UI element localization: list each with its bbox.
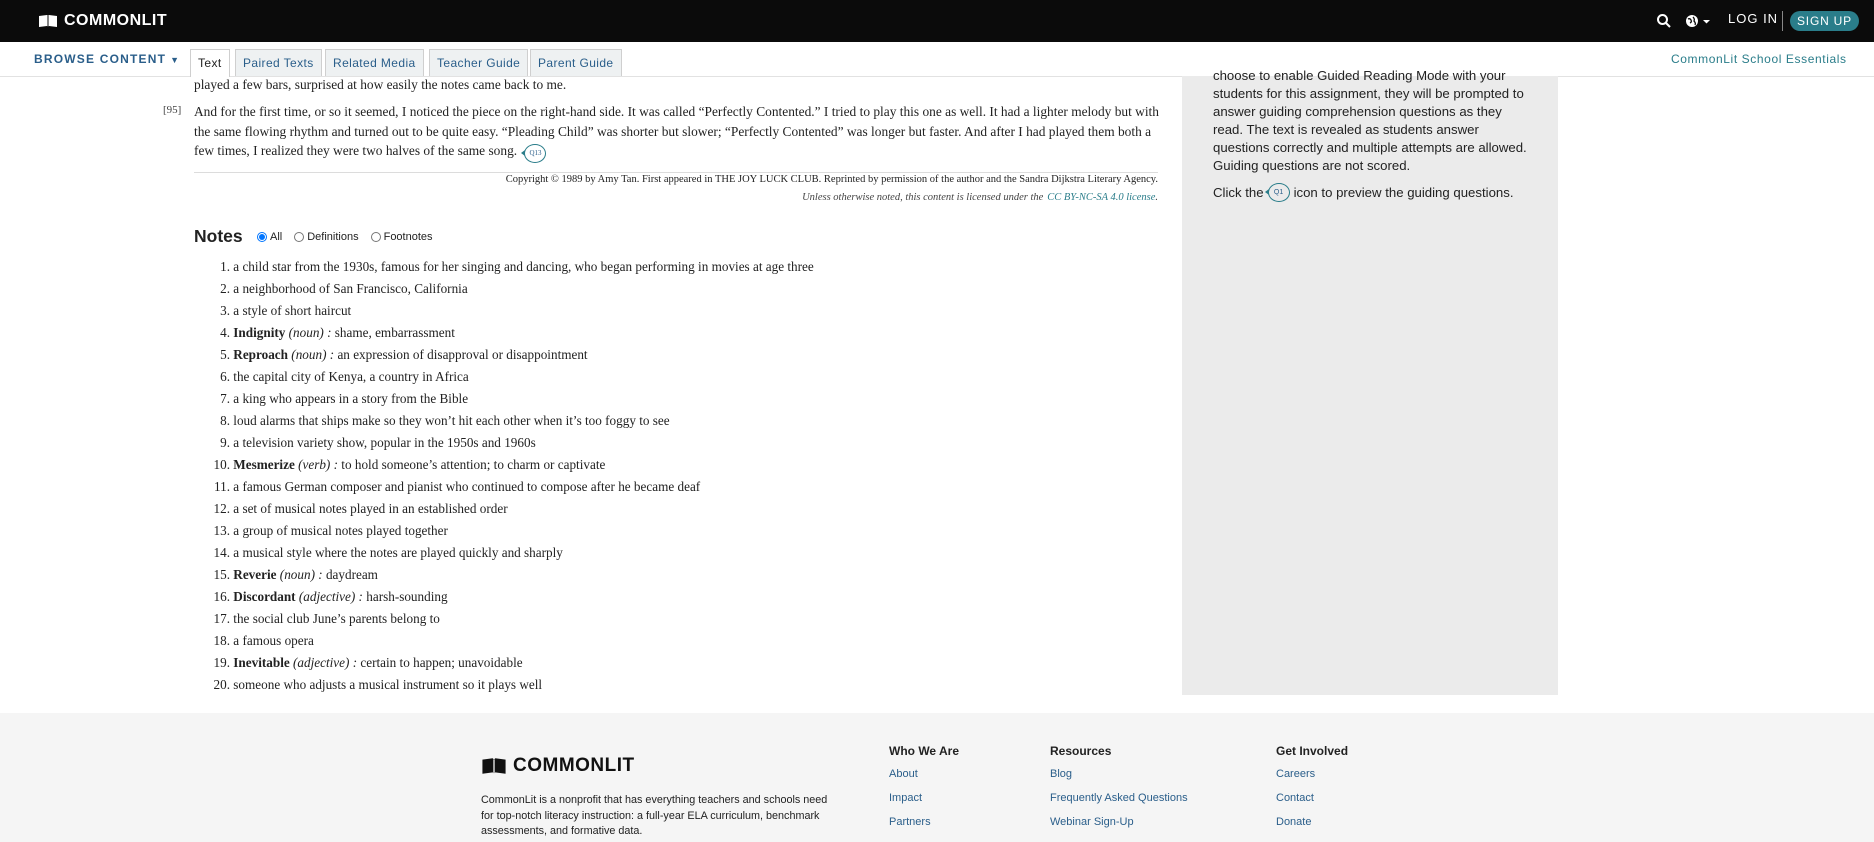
note-number: 4. bbox=[220, 325, 230, 340]
note-text: daydream bbox=[325, 567, 378, 582]
footer-link[interactable]: Partners bbox=[889, 816, 931, 828]
note-text: certain to happen; unavoidable bbox=[360, 655, 523, 670]
note-text: to hold someone’s attention; to charm or captivate bbox=[341, 457, 606, 472]
note-number: 16. bbox=[213, 589, 230, 604]
paragraph-number: [95] bbox=[163, 104, 182, 116]
note-text: shame, embarrassment bbox=[334, 325, 455, 340]
note-item bbox=[0, 523, 448, 539]
license-notice: Unless otherwise noted, this content is licensed under the CC BY-NC-SA 4.0 license. bbox=[802, 192, 1158, 203]
note-number: 11. bbox=[214, 479, 230, 494]
chevron-down-icon bbox=[1702, 17, 1711, 26]
footer-logo-text: COMMONLIT bbox=[513, 755, 635, 776]
preview-instruction bbox=[1213, 183, 1514, 202]
note-part-of-speech: (verb) : bbox=[298, 457, 338, 472]
caret-down-icon: ▼ bbox=[170, 55, 181, 65]
note-number: 14. bbox=[213, 545, 230, 560]
note-text: a neighborhood of San Francisco, California bbox=[233, 281, 468, 296]
note-item bbox=[0, 677, 542, 693]
note-part-of-speech: (adjective) : bbox=[293, 655, 358, 670]
note-number: 19. bbox=[213, 655, 230, 670]
note-item bbox=[0, 413, 670, 429]
note-item bbox=[0, 633, 314, 649]
note-term: Inevitable bbox=[233, 655, 290, 670]
tab-paired-texts[interactable]: Paired Texts bbox=[235, 49, 322, 76]
note-number: 2. bbox=[220, 281, 230, 296]
note-number: 9. bbox=[220, 435, 230, 450]
guided-reading-panel bbox=[1182, 68, 1558, 695]
site-footer bbox=[0, 713, 1874, 842]
note-part-of-speech: (noun) : bbox=[288, 325, 332, 340]
note-text: a set of musical notes played in an established order bbox=[233, 501, 508, 516]
notes-heading: Notes bbox=[194, 226, 243, 246]
commonlit-logo[interactable] bbox=[38, 12, 167, 30]
note-number: 12. bbox=[213, 501, 230, 516]
note-term: Indignity bbox=[233, 325, 286, 340]
footer-link[interactable]: Frequently Asked Questions bbox=[1050, 792, 1188, 804]
note-text: a group of musical notes played together bbox=[233, 523, 448, 538]
preview-suffix: icon to preview the guiding questions. bbox=[1293, 185, 1514, 200]
filter-footnotes[interactable] bbox=[371, 231, 433, 243]
divider bbox=[1782, 11, 1783, 31]
note-part-of-speech: (noun) : bbox=[291, 347, 335, 362]
note-number: 7. bbox=[220, 391, 230, 406]
note-text: a musical style where the notes are played quickly and sharply bbox=[233, 545, 563, 560]
filter-definitions[interactable] bbox=[294, 231, 358, 243]
note-text: a famous German composer and pianist who continued to compose after he became deaf bbox=[233, 479, 701, 494]
question-marker-icon[interactable]: Q13 bbox=[524, 144, 546, 163]
preview-prefix: Click the bbox=[1213, 185, 1264, 200]
globe-icon bbox=[1685, 14, 1699, 28]
note-term: Discordant bbox=[233, 589, 296, 604]
note-item bbox=[0, 611, 440, 627]
tab-text[interactable]: Text bbox=[190, 49, 230, 77]
signup-button[interactable]: SIGN UP bbox=[1790, 11, 1859, 31]
note-number: 5. bbox=[220, 347, 230, 362]
footer-description: CommonLit is a nonprofit that has everything teachers and schools need for top-notch literacy instruction: a full-year ELA curriculum, benchmark assessments, and formative data. bbox=[481, 794, 828, 837]
login-link[interactable]: LOG IN bbox=[1728, 11, 1779, 26]
guided-reading-text: choose to enable Guided Reading Mode with your students for this assignment, they will be prompted to answer guiding comprehension questions as they read. The text is revealed as students answer questions correctly and multiple attempts are allowed. Guiding questions are not scored. bbox=[1213, 68, 1527, 173]
search-icon[interactable] bbox=[1656, 13, 1672, 29]
note-item bbox=[0, 655, 523, 671]
footer-link[interactable]: Donate bbox=[1276, 816, 1312, 828]
note-text: an expression of disapproval or disappointment bbox=[337, 347, 588, 362]
question-bubble-icon[interactable]: Q1 bbox=[1268, 183, 1290, 202]
note-item bbox=[0, 479, 700, 495]
browse-content-menu[interactable] bbox=[34, 52, 180, 66]
footer-link[interactable]: Careers bbox=[1276, 768, 1316, 780]
note-text: the social club June’s parents belong to bbox=[233, 611, 440, 626]
note-item bbox=[0, 369, 469, 385]
note-item bbox=[0, 259, 814, 275]
license-link[interactable]: CC BY-NC-SA 4.0 license bbox=[1047, 192, 1156, 203]
note-item bbox=[0, 567, 378, 583]
note-number: 8. bbox=[220, 413, 230, 428]
footer-link[interactable]: About bbox=[889, 768, 918, 780]
note-text: a style of short haircut bbox=[233, 303, 352, 318]
footer-col-title: Who We Are bbox=[889, 744, 960, 758]
note-text: the capital city of Kenya, a country in Africa bbox=[233, 369, 469, 384]
note-number: 18. bbox=[213, 633, 230, 648]
tab-teacher-guide[interactable]: Teacher Guide bbox=[429, 49, 528, 76]
footer-col-title: Get Involved bbox=[1276, 744, 1349, 758]
book-logo-icon bbox=[38, 14, 58, 28]
note-term: Mesmerize bbox=[233, 457, 295, 472]
divider bbox=[194, 172, 1158, 173]
note-number: 20. bbox=[213, 677, 230, 692]
filter-all-label: All bbox=[270, 231, 283, 243]
note-item bbox=[0, 347, 588, 363]
note-number: 13. bbox=[213, 523, 230, 538]
top-navbar bbox=[0, 0, 1874, 42]
note-number: 10. bbox=[213, 457, 230, 472]
language-selector[interactable] bbox=[1685, 13, 1713, 29]
note-part-of-speech: (noun) : bbox=[279, 567, 323, 582]
paragraph-94-end: played a few bars, surprised at how easily the notes came back to me. bbox=[194, 77, 567, 92]
tab-parent-guide[interactable]: Parent Guide bbox=[530, 49, 622, 76]
filter-footnotes-label: Footnotes bbox=[383, 231, 433, 243]
content-nav bbox=[0, 42, 1874, 77]
note-item bbox=[0, 391, 468, 407]
note-number: 1. bbox=[220, 259, 230, 274]
note-part-of-speech: (adjective) : bbox=[298, 589, 363, 604]
footer-col-title: Resources bbox=[1050, 744, 1112, 758]
note-text: harsh-sounding bbox=[366, 589, 448, 604]
note-term: Reverie bbox=[233, 567, 277, 582]
footer-link[interactable]: Contact bbox=[1276, 792, 1314, 804]
note-text: a television variety show, popular in the 1950s and 1960s bbox=[233, 435, 536, 450]
note-text: loud alarms that ships make so they won’t hit each other when it’s too foggy to see bbox=[233, 413, 670, 428]
copyright-notice: Copyright © 1989 by Amy Tan. First appeared in THE JOY LUCK CLUB. Reprinted by permission of the author and the Sandra Dijkstra Literary Agency. bbox=[505, 174, 1158, 185]
footer-link[interactable]: Impact bbox=[889, 792, 923, 804]
note-text: someone who adjusts a musical instrument so it plays well bbox=[233, 677, 543, 692]
paragraph-95-text: And for the first time, or so it seemed, I noticed the piece on the right-hand side. It was called “Perfectly Contented.” I tried to play this one as well. It had a lighter melody but with the same flowing rhythm and turned out to be quite easy. “Pleading Child” was shorter but slower; “Perfectly Contented” was longer but faster. And after I had played them both a few times, I realized they were two halves of the same song. bbox=[194, 104, 1159, 158]
note-text: a king who appears in a story from the Bible bbox=[233, 391, 469, 406]
note-item bbox=[0, 501, 508, 517]
note-number: 6. bbox=[220, 369, 230, 384]
note-item bbox=[0, 545, 563, 561]
note-text: a famous opera bbox=[233, 633, 314, 648]
note-item bbox=[0, 281, 468, 297]
paragraph-95 bbox=[194, 102, 1159, 163]
license-text: Unless otherwise noted, this content is licensed under the bbox=[802, 192, 1044, 203]
note-item bbox=[0, 435, 536, 451]
school-essentials-link[interactable]: CommonLit School Essentials bbox=[1671, 52, 1847, 66]
footer-link[interactable]: Blog bbox=[1050, 768, 1073, 780]
notes-filter bbox=[257, 231, 445, 243]
filter-all[interactable] bbox=[257, 231, 282, 243]
note-number: 3. bbox=[220, 303, 230, 318]
book-logo-icon bbox=[481, 757, 507, 775]
footer-link[interactable]: Webinar Sign-Up bbox=[1050, 816, 1134, 828]
note-item bbox=[0, 589, 448, 605]
filter-definitions-radio[interactable] bbox=[294, 232, 304, 242]
note-item bbox=[0, 303, 351, 319]
note-item bbox=[0, 457, 605, 473]
footer-logo[interactable] bbox=[481, 755, 635, 777]
note-text: a child star from the 1930s, famous for her singing and dancing, who began performing in movies at age three bbox=[233, 259, 814, 274]
note-item bbox=[0, 325, 455, 341]
filter-all-radio[interactable] bbox=[257, 232, 267, 242]
note-number: 15. bbox=[213, 567, 230, 582]
note-number: 17. bbox=[213, 611, 230, 626]
filter-definitions-label: Definitions bbox=[307, 231, 359, 243]
filter-footnotes-radio[interactable] bbox=[371, 232, 381, 242]
browse-content-label: BROWSE CONTENT bbox=[34, 52, 167, 66]
logo-text: COMMONLIT bbox=[64, 12, 168, 29]
tab-related-media[interactable]: Related Media bbox=[325, 49, 424, 76]
note-term: Reproach bbox=[233, 347, 288, 362]
